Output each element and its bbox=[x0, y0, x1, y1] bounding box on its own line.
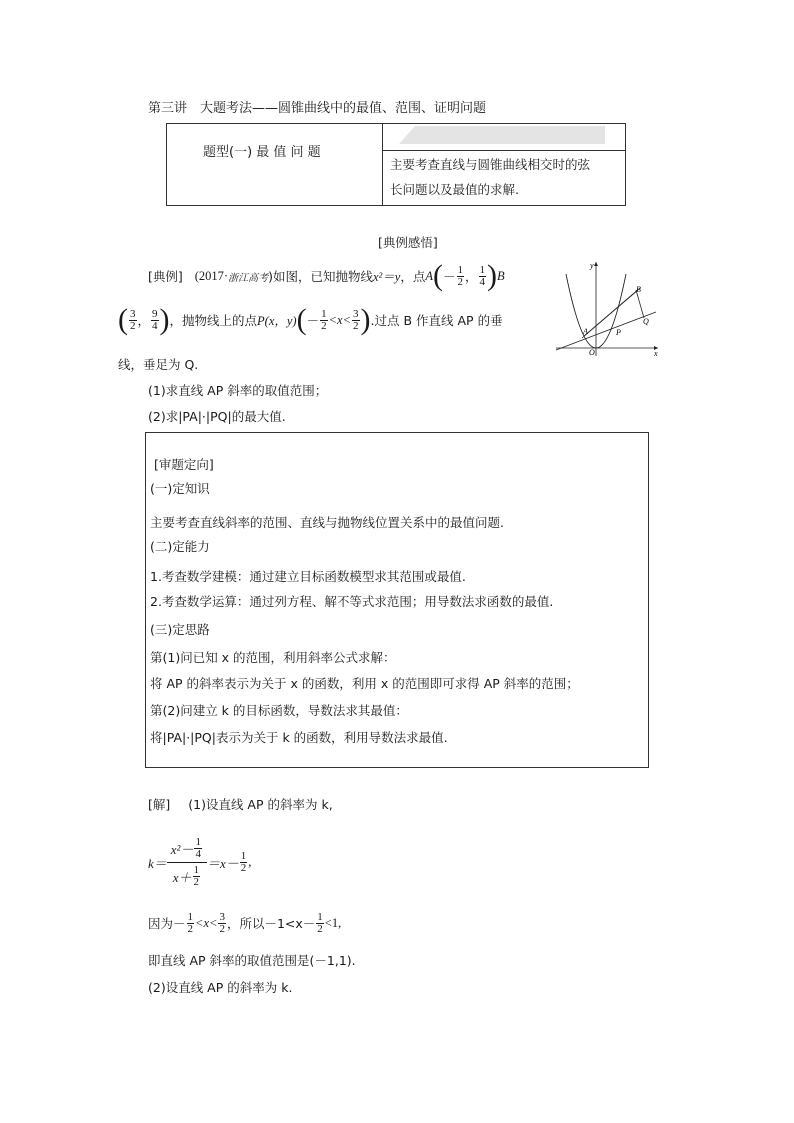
k-denominator-frac: $\frac{1}{2}$ bbox=[193, 863, 199, 888]
solution-line-1 bbox=[148, 795, 333, 813]
because-mid: <x< bbox=[195, 915, 218, 930]
point-b-label: B bbox=[497, 268, 505, 283]
example-intro: )如图，已知抛物线 bbox=[268, 269, 373, 284]
section-title: [典例感悟] bbox=[378, 235, 438, 250]
line-ap bbox=[582, 290, 638, 338]
range-frac-1: $\frac{1}{2}$ bbox=[321, 307, 327, 332]
point-a-x-frac: $\frac{1}{2}$ bbox=[457, 263, 464, 288]
review-box bbox=[145, 432, 649, 768]
k-formula bbox=[148, 832, 251, 892]
k-equals: k＝ bbox=[148, 855, 167, 871]
question-type-box bbox=[166, 123, 626, 206]
review-title: [审题定向] bbox=[154, 457, 214, 472]
example-question-1: (1)求直线 AP 斜率的取值范围； bbox=[148, 383, 328, 398]
review-s3-text3: 第(2)问建立 k 的目标函数，导数法求其最值： bbox=[150, 703, 408, 718]
point-q-figure-label: Q bbox=[643, 317, 649, 326]
solution-tag: [解] bbox=[148, 797, 171, 812]
review-s2-head: (二)定能力 bbox=[150, 539, 210, 554]
origin-label: O bbox=[589, 348, 595, 357]
k-denominator-x: x＋ bbox=[172, 869, 192, 885]
review-s3-text4: 将|PA|·|PQ|表示为关于 k 的函数，利用导数法求最值. bbox=[150, 730, 448, 745]
example-line2-text2: .过点 B 作直线 AP 的垂 bbox=[370, 313, 503, 328]
question-type-label: 题型(一) 最 值 问 题 bbox=[203, 145, 321, 160]
point-a-sep: ， bbox=[465, 269, 478, 284]
example-question-2: (2)求|PA|·|PQ|的最大值. bbox=[148, 409, 286, 424]
example-line-2: ( $\frac{3}{2}$ ， $\frac{9}{4}$ ) ，抛物线上的点 P(x，y) ( － $\frac{1}{2}$ <x< $\frac{3}{2}$ ) .过点 B 作直线 AP 的垂 bbox=[118, 303, 503, 336]
solution-conclusion: 即直线 AP 斜率的取值范围是(－1,1). bbox=[148, 953, 356, 968]
so-frac: $\frac{1}{2}$ bbox=[317, 910, 323, 935]
decorative-banner bbox=[399, 126, 605, 144]
because-minus: － bbox=[173, 917, 186, 931]
point-a-label: A bbox=[425, 268, 433, 283]
point-p-figure-label: P bbox=[616, 328, 621, 337]
x-axis-label: x bbox=[654, 349, 658, 358]
point-a-x-sign: － bbox=[443, 270, 456, 284]
solution-part2: (2)设直线 AP 的斜率为 k. bbox=[148, 980, 293, 995]
point-b-x-frac: $\frac{3}{2}$ bbox=[130, 307, 136, 332]
example-source-year: (2017· bbox=[194, 268, 229, 283]
example-line2-text1: ，抛物线上的点 bbox=[169, 313, 258, 328]
solution-part1: (1)设直线 AP 的斜率为 k, bbox=[188, 797, 333, 812]
example-line-1: [典例] (2017· 浙江高考 )如图，已知抛物线 x²＝y ，点 A ( － $\frac{1}{2}$ ， $\frac{1}{4}$ ) B bbox=[148, 259, 505, 292]
point-a-figure-label: A bbox=[583, 327, 588, 336]
example-source-name: 浙江高考 bbox=[228, 272, 269, 284]
review-s1-head: (一)定知识 bbox=[150, 481, 210, 496]
question-type-desc-1: 主要考查直线与圆锥曲线相交时的弦 bbox=[390, 157, 591, 172]
example-tag: [典例] bbox=[148, 269, 183, 284]
review-s2-text2: 2.考查数学运算：通过列方程、解不等式求范围；用导数法求函数的最值. bbox=[150, 594, 554, 609]
review-s3-text2: 将 AP 的斜率表示为关于 x 的函数，利用 x 的范围即可求得 AP 斜率的范围； bbox=[150, 676, 579, 691]
k-big-frac bbox=[167, 837, 207, 888]
decorative-banner-cut bbox=[399, 126, 415, 144]
review-s1-text: 主要考查直线斜率的范围、直线与抛物线位置关系中的最值问题. bbox=[150, 515, 504, 530]
k-numerator-x2: x²－ bbox=[170, 841, 194, 857]
so-text: ，所以－1<x－ bbox=[226, 916, 316, 931]
range-frac-2: $\frac{3}{2}$ bbox=[353, 307, 359, 332]
y-axis-arrow bbox=[594, 262, 598, 266]
because-frac-2: $\frac{3}{2}$ bbox=[219, 910, 225, 935]
y-axis-label: y bbox=[590, 261, 594, 270]
example-line-3: 线，垂足为 Q. bbox=[118, 357, 199, 372]
point-p-label: P(x，y) bbox=[257, 314, 297, 328]
box-hline bbox=[383, 150, 625, 151]
example-equation: x²＝y bbox=[372, 270, 401, 284]
k-numerator-frac: $\frac{1}{4}$ bbox=[195, 835, 201, 860]
point-b-y-frac: $\frac{9}{4}$ bbox=[152, 307, 158, 332]
k-rhs-frac: $\frac{1}{2}$ bbox=[240, 849, 247, 874]
example-point-a-pre: ，点 bbox=[400, 269, 426, 284]
k-rhs: ＝x－ bbox=[206, 855, 239, 871]
page-title: 第三讲 大题考法——圆锥曲线中的最值、范围、证明问题 bbox=[148, 101, 487, 116]
range-mid: <x< bbox=[328, 312, 352, 327]
point-b-figure-label: B bbox=[636, 285, 641, 294]
review-s3-head: (三)定思路 bbox=[150, 622, 210, 637]
point-a-y-frac: $\frac{1}{4}$ bbox=[479, 263, 486, 288]
so-end: <1, bbox=[324, 915, 342, 930]
k-rhs-end: , bbox=[248, 854, 252, 869]
review-s2-text1: 1.考查数学建模：通过建立目标函数模型求其范围或最值. bbox=[150, 569, 466, 584]
parabola-figure bbox=[552, 256, 664, 358]
question-type-desc-2: 长问题以及最值的求解. bbox=[390, 182, 519, 197]
box-divider bbox=[382, 124, 383, 205]
review-s3-text1: 第(1)问已知 x 的范围，利用斜率公式求解： bbox=[150, 650, 396, 665]
range-minus: － bbox=[306, 314, 320, 328]
because-frac-1: $\frac{1}{2}$ bbox=[187, 910, 194, 935]
because-text: 因为 bbox=[148, 916, 174, 931]
line-b-perp bbox=[636, 290, 644, 318]
point-b-sep: ， bbox=[137, 313, 151, 328]
because-line bbox=[148, 906, 341, 940]
